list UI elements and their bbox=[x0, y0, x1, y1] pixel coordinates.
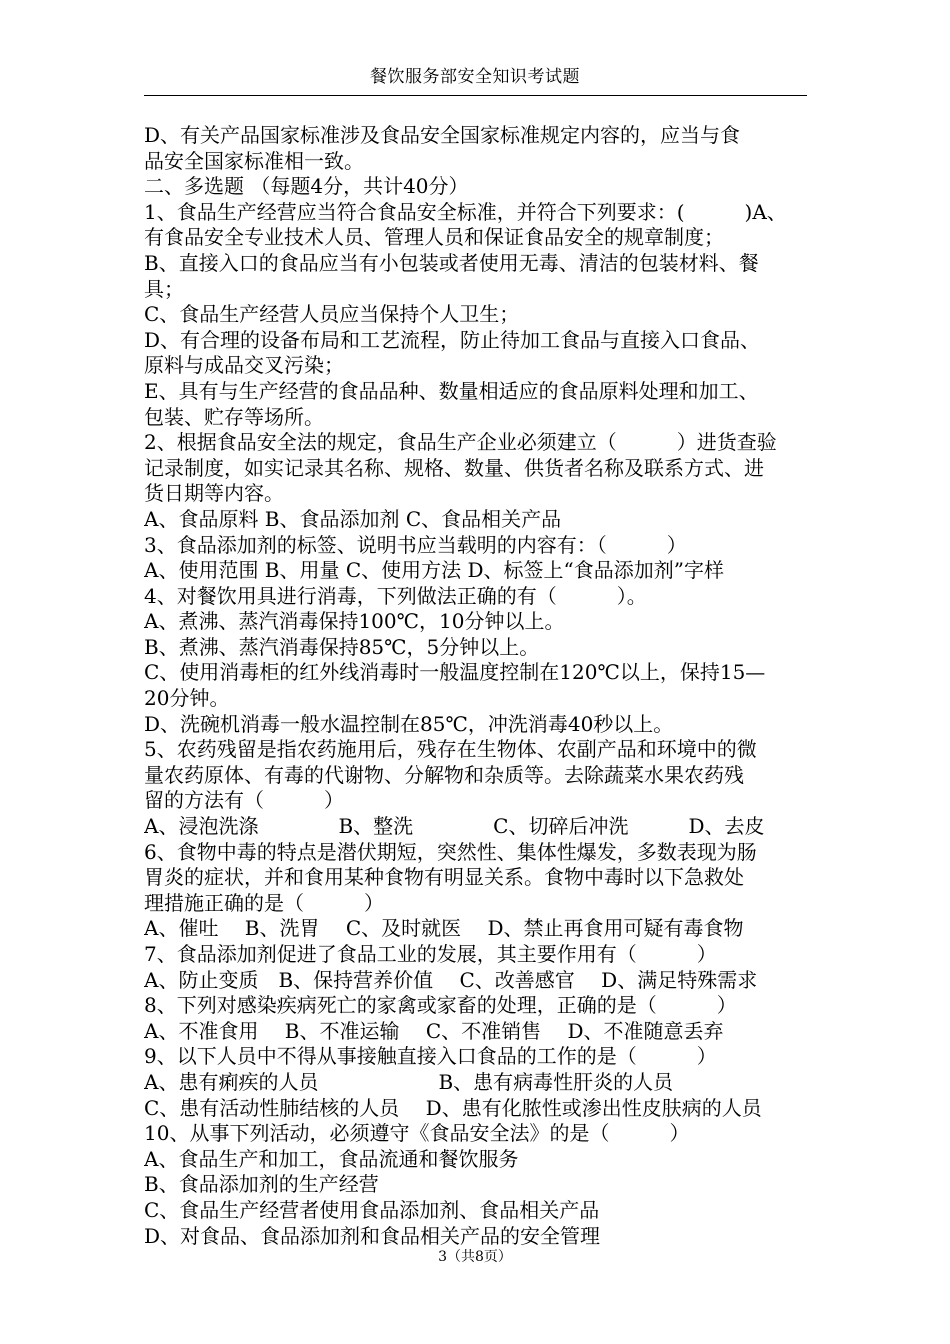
text-line: 9、以下人员中不得从事接触直接入口食品的工作的是（ ） bbox=[144, 1044, 717, 1069]
text-line: 理措施正确的是（ ） bbox=[144, 890, 384, 915]
text-line: A、食品原料 B、食品添加剂 C、食品相关产品 bbox=[144, 506, 562, 531]
text-line: D、有合理的设备布局和工艺流程，防止待加工食品与直接入口食品、 bbox=[144, 327, 761, 352]
text-line: A、使用范围 B、用量 C、使用方法 D、标签上“食品添加剂”字样 bbox=[144, 558, 724, 583]
text-line: D、有关产品国家标准涉及食品安全国家标准规定内容的，应当与食 bbox=[144, 123, 741, 147]
text-line: 品安全国家标准相一致。 bbox=[144, 148, 364, 173]
text-line: A、煮沸、蒸汽消毒保持100℃，10分钟以上。 bbox=[144, 609, 565, 634]
text-line: D、对食品、食品添加剂和食品相关产品的安全管理 bbox=[144, 1223, 601, 1248]
text-line: B、直接入口的食品应当有小包装或者使用无毒、清洁的包装材料、餐 bbox=[144, 250, 759, 275]
text-line: 有食品安全专业技术人员、管理人员和保证食品安全的规章制度； bbox=[144, 225, 724, 250]
page-header-title: 餐饮服务部安全知识考试题 bbox=[370, 67, 580, 87]
text-line: 具； bbox=[144, 276, 184, 301]
text-line: 量农药原体、有毒的代谢物、分解物和杂质等。去除蔬菜水果农药残 bbox=[144, 762, 744, 787]
text-line: 留的方法有（ ） bbox=[144, 788, 344, 813]
text-line: 4、对餐饮用具进行消毒，下列做法正确的有（ ）。 bbox=[144, 583, 647, 608]
text-line: 8、下列对感染疾病死亡的家禽或家畜的处理，正确的是（ ） bbox=[144, 993, 737, 1018]
text-line: C、患有活动性肺结核的人员 D、患有化脓性或渗出性皮肤病的人员 bbox=[144, 1095, 762, 1120]
text-line: A、催吐 B、洗胃 C、及时就医 D、禁止再食用可疑有毒食物 bbox=[144, 916, 744, 941]
text-line: A、食品生产和加工，食品流通和餐饮服务 bbox=[144, 1146, 519, 1171]
text-line: 包装、贮存等场所。 bbox=[144, 404, 324, 429]
text-line: C、食品生产经营者使用食品添加剂、食品相关产品 bbox=[144, 1197, 600, 1222]
text-line: 1、食品生产经营应当符合食品安全标准，并符合下列要求：( )A、 bbox=[144, 199, 787, 224]
document-body bbox=[144, 123, 810, 1249]
text-line: 10、从事下列活动，必须遵守《食品安全法》的是（ ） bbox=[144, 1121, 690, 1146]
text-line: 二、多选题 （每题4分，共计40分） bbox=[144, 174, 469, 199]
text-line: A、不准食用 B、不准运输 C、不准销售 D、不准随意丢弃 bbox=[144, 1018, 724, 1043]
text-line: B、食品添加剂的生产经营 bbox=[144, 1172, 379, 1197]
text-line: A、防止变质 B、保持营养价值 C、改善感官 D、满足特殊需求 bbox=[144, 967, 758, 992]
text-line: 原料与成品交叉污染； bbox=[144, 353, 344, 378]
text-line: 胃炎的症状，并和食用某种食物有明显关系。食物中毒时以下急救处 bbox=[144, 865, 744, 890]
text-line: B、煮沸、蒸汽消毒保持85℃，5分钟以上。 bbox=[144, 634, 540, 659]
text-line: D、洗碗机消毒一般水温控制在85℃，冲洗消毒40秒以上。 bbox=[144, 711, 674, 736]
text-line: C、食品生产经营人员应当保持个人卫生； bbox=[144, 302, 520, 327]
text-line: 货日期等内容。 bbox=[144, 481, 284, 506]
text-line: 6、食物中毒的特点是潜伏期短，突然性、集体性爆发，多数表现为肠 bbox=[144, 839, 757, 864]
text-line: E、具有与生产经营的食品品种、数量相适应的食品原料处理和加工、 bbox=[144, 378, 759, 403]
text-line: 2、根据食品安全法的规定，食品生产企业必须建立（ ）进货查验 bbox=[144, 430, 777, 455]
text-line: A、浸泡洗涤 B、整洗 C、切碎后冲洗 D、去皮 bbox=[144, 814, 765, 839]
header-divider bbox=[144, 95, 807, 96]
page-number: 3（共8页） bbox=[438, 1249, 512, 1265]
text-line: 5、农药残留是指农药施用后，残存在生物体、农副产品和环境中的微 bbox=[144, 737, 757, 762]
text-line: C、使用消毒柜的红外线消毒时一般温度控制在120℃以上，保持15— bbox=[144, 660, 766, 685]
text-line: 20分钟。 bbox=[144, 686, 230, 711]
text-line: 3、食品添加剂的标签、说明书应当载明的内容有：（ ） bbox=[144, 532, 687, 557]
text-line: 记录制度，如实记录其名称、规格、数量、供货者名称及联系方式、进 bbox=[144, 455, 764, 480]
text-line: A、患有痢疾的人员 B、患有病毒性肝炎的人员 bbox=[144, 1069, 674, 1094]
text-line: 7、食品添加剂促进了食品工业的发展，其主要作用有（ ） bbox=[144, 942, 717, 966]
